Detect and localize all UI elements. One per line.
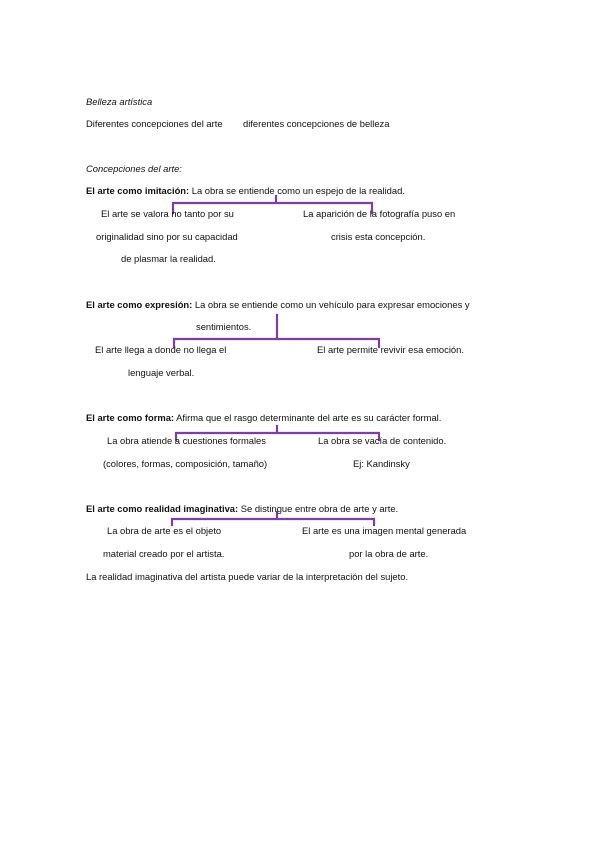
concept-text: Afirma que el rasgo determinante del arte es su carácter formal.	[174, 412, 442, 423]
imitacion-left-1: El arte se valora no tanto por su	[101, 208, 234, 219]
forma-left-1: La obra atiende a cuestiones formales	[107, 435, 266, 446]
imitacion-left-2: originalidad sino por su capacidad	[96, 231, 238, 242]
concept-label: El arte como forma:	[86, 412, 175, 423]
concept-expresion	[86, 299, 470, 311]
expresion-left-1: El arte llega a donde no llega el	[95, 344, 227, 355]
document-title: Belleza artística	[86, 96, 153, 107]
concept-label: El arte como expresión:	[86, 299, 193, 310]
concept-text: La obra se entiende como un vehículo para expresar emociones y	[192, 299, 470, 310]
realidad-left-2: material creado por el artista.	[103, 548, 225, 559]
concept-imitacion	[86, 185, 405, 197]
expresion-left-2: lenguaje verbal.	[128, 367, 195, 378]
concept-label: El arte como imitación:	[86, 185, 190, 196]
expresion-right-1: El arte permite revivir esa emoción.	[317, 344, 464, 355]
realidad-right-1: El arte es una imagen mental generada	[302, 525, 467, 536]
realidad-left-1: La obra de arte es el objeto	[107, 525, 222, 536]
intro-left: Diferentes concepciones del arte	[86, 118, 223, 129]
forma-right-1: La obra se vacía de contenido.	[318, 435, 447, 446]
forma-left-2: (colores, formas, composición, tamaño)	[103, 458, 268, 469]
section-heading: Concepciones del arte:	[86, 163, 182, 174]
intro-right: diferentes concepciones de belleza	[243, 118, 390, 129]
forma-right-2: Ej: Kandinsky	[353, 458, 410, 469]
imitacion-right-1: La aparición de la fotografía puso en	[303, 208, 456, 219]
realidad-right-2: por la obra de arte.	[349, 548, 429, 559]
concept-realidad-imaginativa	[86, 503, 398, 515]
expresion-text-continued: sentimientos.	[196, 321, 252, 332]
closing-note: La realidad imaginativa del artista puede variar de la interpretación del sujeto.	[86, 571, 409, 582]
concept-forma	[86, 412, 441, 424]
imitacion-left-3: de plasmar la realidad.	[121, 253, 216, 264]
imitacion-right-2: crisis esta concepción.	[331, 231, 426, 242]
concept-text: La obra se entiende como un espejo de la realidad.	[189, 185, 405, 196]
concept-text: Se distingue entre obra de arte y arte.	[238, 503, 399, 514]
concept-label: El arte como realidad imaginativa:	[86, 503, 239, 514]
